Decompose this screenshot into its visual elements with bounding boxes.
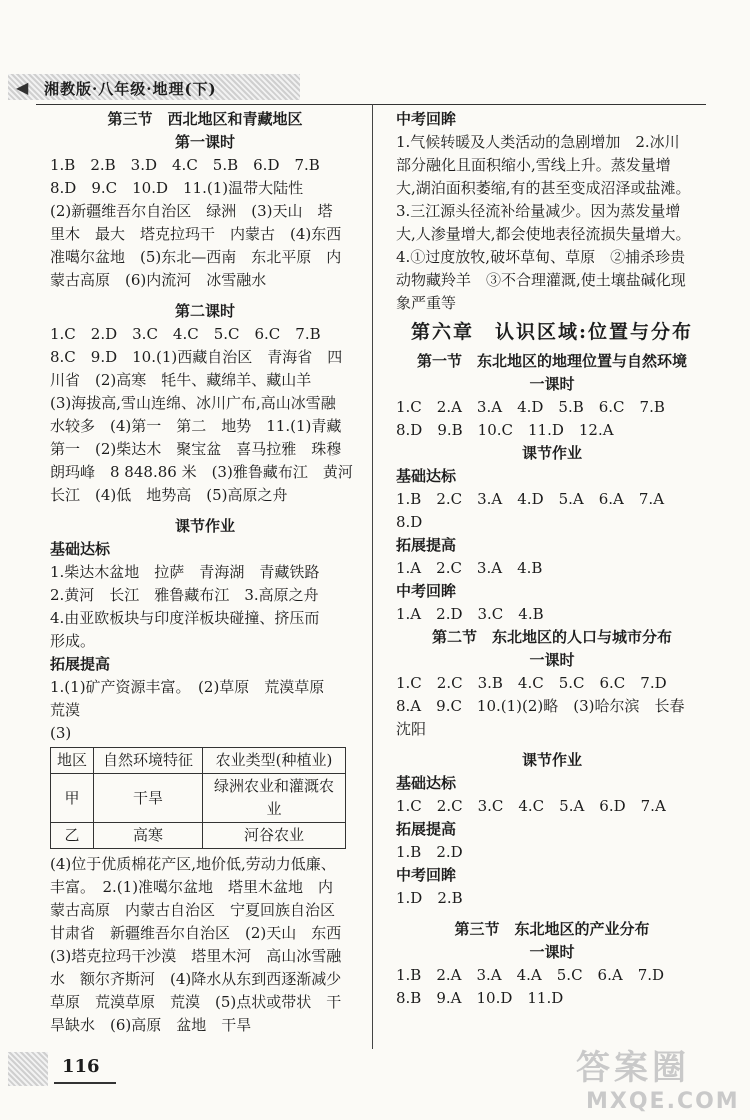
answer-line: 1.B 2.B 3.D 4.C 5.B 6.D 7.B [50, 156, 320, 174]
answer-line: (2)新疆维吾尔自治区 绿洲 (3)天山 塔 [50, 202, 333, 220]
answer-line: 1.气候转暖及人类活动的急剧增加 2.冰川 [396, 133, 680, 151]
chapter-title: 第六章 认识区域:位置与分布 [410, 321, 693, 343]
answer-line: 1.C 2.C 3.B 4.C 5.C 6.C 7.D [396, 674, 667, 692]
homework-title: 课节作业 [521, 751, 582, 769]
answer-line: 象严重等 [396, 294, 457, 312]
answer-line: 1.D 2.B [396, 889, 463, 907]
answer-line: 丰富。 2.(1)准噶尔盆地 塔里木盆地 内 [50, 878, 334, 896]
header-rule [36, 104, 706, 105]
answer-line: (4)位于优质棉花产区,地价低,劳动力低廉、 [50, 855, 336, 873]
answer-line: 1.A 2.C 3.A 4.B [396, 559, 543, 577]
homework-title: 课节作业 [174, 517, 235, 535]
answer-line: (3)塔克拉玛干沙漠 塔里木河 高山冰雪融 [50, 947, 342, 965]
lesson-title: 一课时 [529, 943, 575, 961]
answer-line: 2.黄河 长江 雅鲁藏布江 3.高原之舟 [50, 586, 319, 604]
extension-title: 拓展提高 [396, 820, 457, 838]
lesson-title: 一课时 [529, 375, 575, 393]
right-column [396, 108, 708, 1010]
answer-line: 朗玛峰 8 848.86 米 (3)雅鲁藏布江 黄河 [50, 463, 353, 481]
answer-line: 川省 (2)高寒 牦牛、藏绵羊、藏山羊 [50, 371, 312, 389]
answer-line: 荒漠 [50, 701, 81, 719]
exam-review-title: 中考回眸 [396, 110, 457, 128]
answer-line: 第一 (2)柴达木 聚宝盆 喜马拉雅 珠穆 [50, 440, 342, 458]
basic-title: 基础达标 [50, 540, 111, 558]
answer-line: 1.B 2.D [396, 843, 463, 861]
table-cell: 甲 [51, 774, 94, 823]
answer-line: 水 额尔齐斯河 (4)降水从东到西逐渐减少 [50, 970, 342, 988]
answer-line: 1.柴达木盆地 拉萨 青海湖 青藏铁路 [50, 563, 320, 581]
answer-line: 8.D [396, 513, 423, 531]
answer-line: 8.A 9.C 10.(1)(2)略 (3)哈尔滨 长春 [396, 697, 685, 715]
watermark-url: MXQE.COM [586, 1089, 740, 1114]
answer-line: 8.C 9.D 10.(1)西藏自治区 青海省 四 [50, 348, 343, 366]
answer-line: 1.A 2.D 3.C 4.B [396, 605, 544, 623]
table-cell: 绿洲农业和灌溉农业 [203, 774, 346, 823]
answer-line: (3)海拔高,雪山连绵、冰川广布,高山冰雪融 [50, 394, 336, 412]
answer-line: 1.C 2.D 3.C 4.C 5.C 6.C 7.B [50, 325, 321, 343]
table-header-cell: 地区 [51, 748, 94, 774]
answer-line: 准噶尔盆地 (5)东北—西南 东北平原 内 [50, 248, 342, 266]
answer-line: 1.C 2.C 3.C 4.C 5.A 6.D 7.A [396, 797, 666, 815]
section-title: 第三节 西北地区和青藏地区 [107, 110, 303, 128]
table-header-cell: 农业类型(种植业) [203, 748, 346, 774]
page-number: 116 [62, 1056, 100, 1077]
answer-line: 里木 最大 塔克拉玛干 内蒙古 (4)东西 [50, 225, 342, 243]
header-band [8, 74, 300, 100]
answer-line: 部分融化且面积缩小,雪线上升。蒸发量增 [396, 156, 671, 174]
answer-line: 8.D 9.B 10.C 11.D 12.A [396, 421, 614, 439]
lesson-title: 第二课时 [174, 302, 235, 320]
table-cell: 高寒 [94, 823, 203, 849]
exam-review-title: 中考回眸 [396, 582, 457, 600]
table-cell: 乙 [51, 823, 94, 849]
answer-line: 旱缺水 (6)高原 盆地 干旱 [50, 1016, 252, 1034]
answer-line: 动物藏羚羊 ③不合理灌溉,使土壤盐碱化现 [396, 271, 686, 289]
answer-line: 水较多 (4)第一 第二 地势 11.(1)青藏 [50, 417, 342, 435]
lesson-title: 一课时 [529, 651, 575, 669]
book-title: 湘教版·八年级·地理(下) [44, 80, 217, 98]
exam-review-title: 中考回眸 [396, 866, 457, 884]
table-header-cell: 自然环境特征 [94, 748, 203, 774]
section-title: 第二节 东北地区的人口与城市分布 [431, 628, 672, 646]
section-title: 第三节 东北地区的产业分布 [454, 920, 650, 938]
basic-title: 基础达标 [396, 467, 457, 485]
answer-line: 1.B 2.C 3.A 4.D 5.A 6.A 7.A [396, 490, 665, 508]
answer-line: 1.C 2.A 3.A 4.D 5.B 6.C 7.B [396, 398, 665, 416]
table-row [51, 823, 346, 849]
answer-line: 大,人渗量增大,都会使地表径流损失量增大。 [396, 225, 691, 243]
answer-line: 草原 荒漠草原 荒漠 (5)点状或带状 干 [50, 993, 342, 1011]
table-row [51, 774, 346, 823]
extension-title: 拓展提高 [50, 655, 111, 673]
section-title: 第一节 东北地区的地理位置与自然环境 [416, 352, 687, 370]
answer-line: 4.①过度放牧,破坏草甸、草原 ②捕杀珍贵 [396, 248, 686, 266]
answer-line: 沈阳 [396, 720, 427, 738]
left-column [50, 108, 360, 1037]
watermark-logo [576, 1040, 746, 1114]
answer-line: (3) [50, 724, 72, 742]
footer-rule [54, 1082, 116, 1084]
answer-line: 长江 (4)低 地势高 (5)高原之舟 [50, 486, 288, 504]
answer-line: 1.B 2.A 3.A 4.A 5.C 6.A 7.D [396, 966, 665, 984]
extension-title: 拓展提高 [396, 536, 457, 554]
answer-line: 8.B 9.A 10.D 11.D [396, 989, 564, 1007]
answer-line: 蒙古高原 内蒙古自治区 宁夏回族自治区 [50, 901, 336, 919]
lesson-title: 第一课时 [174, 133, 235, 151]
answer-line: 甘肃省 新疆维吾尔自治区 (2)天山 东西 [50, 924, 342, 942]
answer-line: 形成。 [50, 632, 96, 650]
footer-band [8, 1052, 48, 1086]
basic-title: 基础达标 [396, 774, 457, 792]
watermark-text: 答案圈 [576, 1048, 690, 1088]
answer-line: 3.三江源头径流补给量减少。因为蒸发量增 [396, 202, 681, 220]
agriculture-table [50, 747, 346, 849]
answer-line: 4.由亚欧板块与印度洋板块碰撞、挤压而 [50, 609, 320, 627]
table-cell: 河谷农业 [203, 823, 346, 849]
table-cell: 干旱 [94, 774, 203, 823]
answer-line: 8.D 9.C 10.D 11.(1)温带大陆性 [50, 179, 304, 197]
column-divider [372, 104, 373, 1049]
homework-title: 课节作业 [521, 444, 582, 462]
table-header-row [51, 748, 346, 774]
back-arrow-icon: ◀ [16, 78, 29, 97]
answer-line: 大,湖泊面积萎缩,有的甚至变成沼泽或盐滩。 [396, 179, 691, 197]
answer-line: 蒙古高原 (6)内流河 冰雪融水 [50, 271, 267, 289]
answer-line: 1.(1)矿产资源丰富。 (2)草原 荒漠草原 [50, 678, 325, 696]
